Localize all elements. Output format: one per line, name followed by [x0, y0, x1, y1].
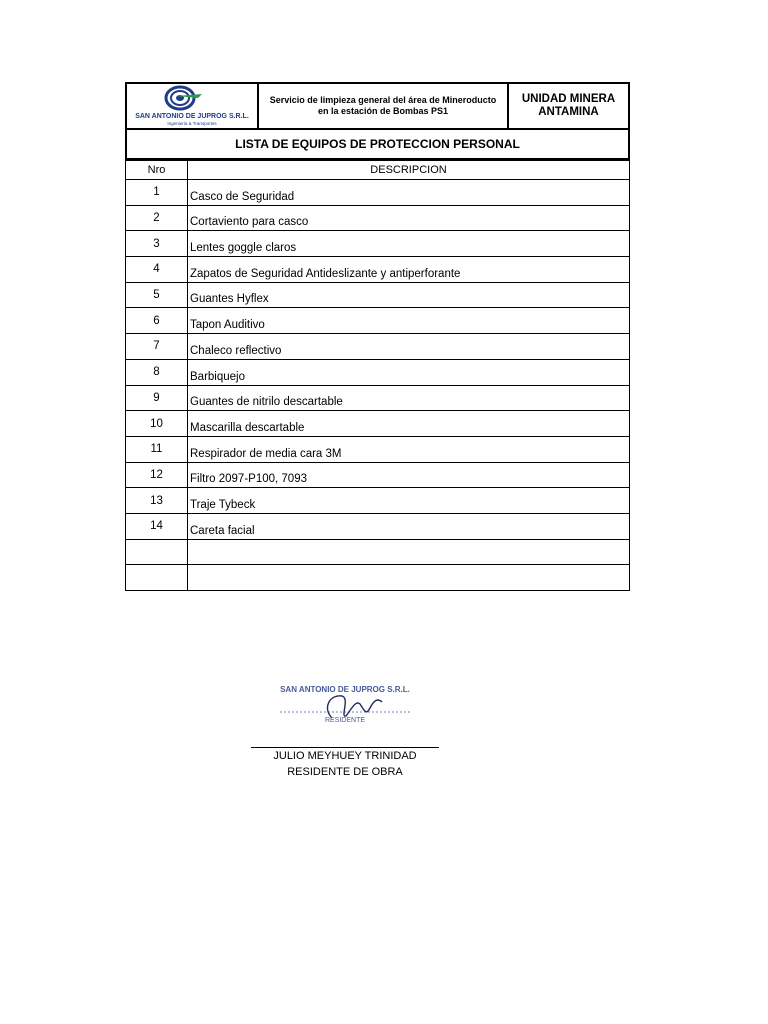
- item-number: [126, 539, 188, 565]
- item-number: [126, 565, 188, 591]
- item-description: Barbiquejo: [188, 359, 630, 385]
- table-row: [126, 359, 630, 385]
- column-header-nro: Nro: [126, 161, 188, 180]
- item-number: 5: [126, 282, 188, 308]
- table-row: [126, 436, 630, 462]
- item-description: Careta facial: [188, 513, 630, 539]
- item-description: [188, 539, 630, 565]
- item-number: 14: [126, 513, 188, 539]
- logo-company-name: SAN ANTONIO DE JUPROG S.R.L.: [135, 113, 249, 120]
- unit-line-1: UNIDAD MINERA: [521, 93, 616, 105]
- item-description: Guantes de nitrilo descartable: [188, 385, 630, 411]
- signer-name: JULIO MEYHUEY TRINIDAD: [273, 750, 417, 762]
- table-header-row: [126, 161, 630, 180]
- item-number: 7: [126, 334, 188, 360]
- handwritten-signature-icon: [327, 696, 382, 718]
- stamp-company: SAN ANTONIO DE JUPROG S.R.L.: [280, 685, 410, 694]
- table-row: [126, 565, 630, 591]
- company-logo-icon: [132, 84, 252, 128]
- service-description: [259, 84, 509, 128]
- item-number: 6: [126, 308, 188, 334]
- item-description: [188, 565, 630, 591]
- ppe-list-sheet: [125, 82, 630, 591]
- table-row: [126, 385, 630, 411]
- table-row: [126, 205, 630, 231]
- table-row: [126, 282, 630, 308]
- item-description: Filtro 2097-P100, 7093: [188, 462, 630, 488]
- item-number: 2: [126, 205, 188, 231]
- column-header-descripcion: DESCRIPCION: [188, 161, 630, 180]
- item-description: Chaleco reflectivo: [188, 334, 630, 360]
- table-row: [126, 180, 630, 206]
- item-description: Cortaviento para casco: [188, 205, 630, 231]
- item-number: 8: [126, 359, 188, 385]
- company-logo: [127, 84, 259, 128]
- table-row: [126, 462, 630, 488]
- service-line-1: Servicio de limpieza general del área de Mineroducto: [269, 95, 497, 105]
- item-number: 12: [126, 462, 188, 488]
- item-number: 10: [126, 411, 188, 437]
- table-row: [126, 334, 630, 360]
- item-description: Tapon Auditivo: [188, 308, 630, 334]
- item-description: Respirador de media cara 3M: [188, 436, 630, 462]
- item-number: 4: [126, 257, 188, 283]
- item-number: 13: [126, 488, 188, 514]
- table-row: [126, 231, 630, 257]
- item-description: Casco de Seguridad: [188, 180, 630, 206]
- table-row: [126, 308, 630, 334]
- unit-line-2: ANTAMINA: [538, 106, 599, 118]
- item-number: 9: [126, 385, 188, 411]
- signer-role: RESIDENTE DE OBRA: [287, 766, 403, 778]
- stamp-role: RESIDENTE: [324, 717, 366, 724]
- table-row: [126, 411, 630, 437]
- item-number: 3: [126, 231, 188, 257]
- table-row: [126, 257, 630, 283]
- signature-stamp: [270, 678, 420, 740]
- signature-block: [250, 670, 440, 780]
- document-title: LISTA DE EQUIPOS DE PROTECCION PERSONAL: [125, 130, 630, 160]
- table-row: [126, 488, 630, 514]
- item-number: 1: [126, 180, 188, 206]
- item-description: Mascarilla descartable: [188, 411, 630, 437]
- document-header: [125, 82, 630, 130]
- service-line-2: en la estación de Bombas PS1: [317, 106, 449, 116]
- logo-tagline: Ingeniería & Transportes: [167, 121, 217, 126]
- item-description: Traje Tybeck: [188, 488, 630, 514]
- item-description: Zapatos de Seguridad Antideslizante y antiperforante: [188, 257, 630, 283]
- ppe-table: [125, 160, 630, 591]
- item-description: Lentes goggle claros: [188, 231, 630, 257]
- table-row: [126, 539, 630, 565]
- item-number: 11: [126, 436, 188, 462]
- item-description: Guantes Hyflex: [188, 282, 630, 308]
- mining-unit: [509, 84, 628, 128]
- table-row: [126, 513, 630, 539]
